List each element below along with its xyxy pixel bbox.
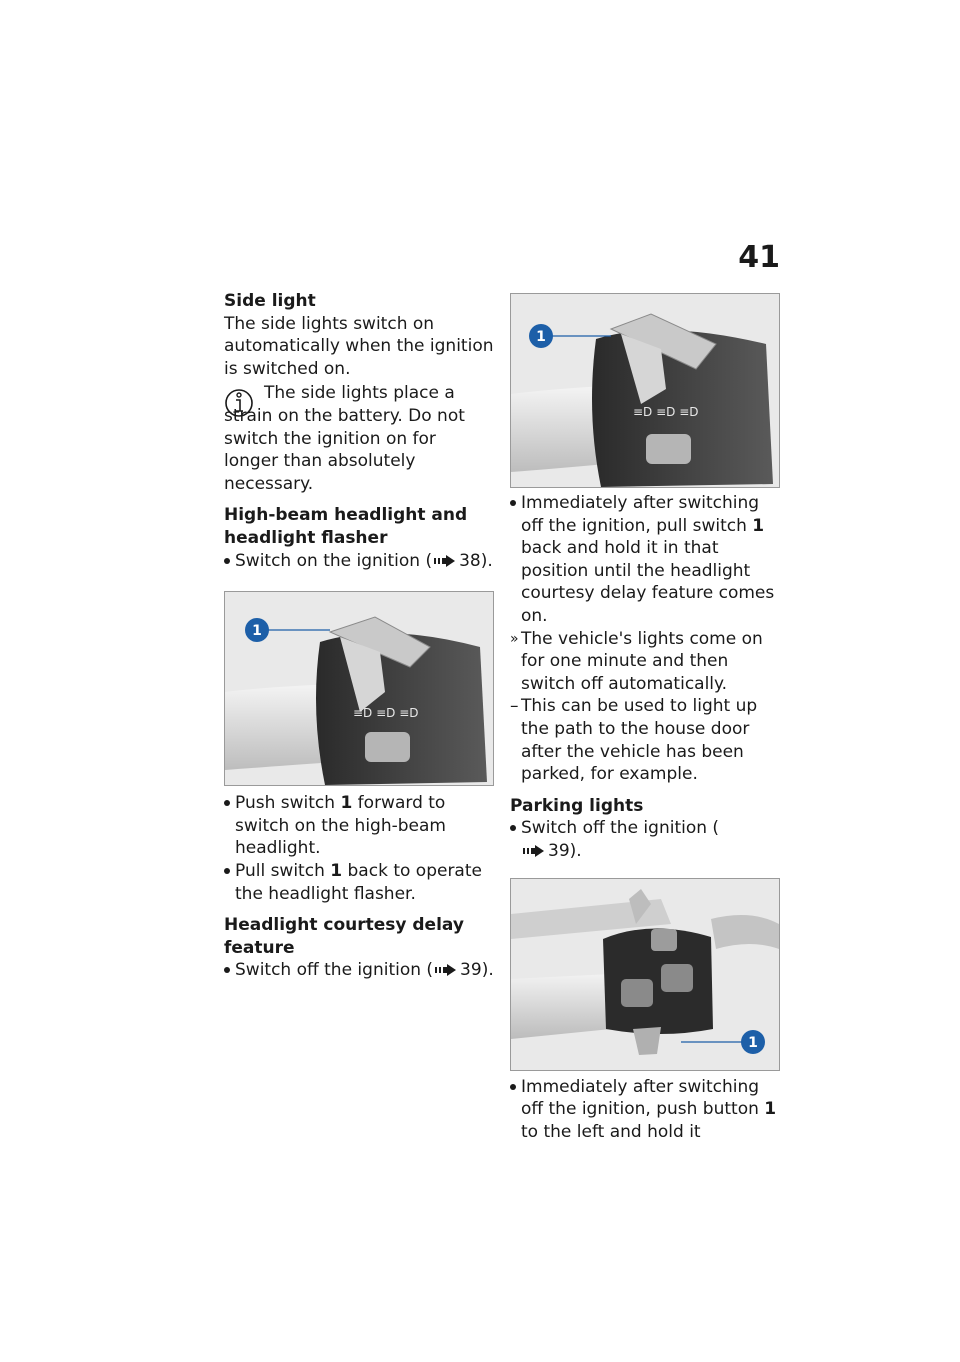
page-ref-arrow-icon [523,844,545,858]
figure-callout-1: 1 [748,1034,758,1051]
right-switch-illustration [511,879,779,1070]
left-column [224,290,494,982]
figure-callout-1: 1 [536,329,546,345]
dash-marker: – [510,696,519,717]
side-light-heading: Side light [224,291,316,311]
figure-right-handlebar-switch [510,878,780,1071]
step-switch-on-ignition: Switch on the ignition ( 38). [235,550,493,571]
parking-heading: Parking lights [510,795,644,816]
high-beam-heading: High-beam headlight and headlight flasher [224,505,468,548]
step-push-switch: Push switch 1 forward to switch on the high-beam headlight. [235,793,446,859]
page-ref[interactable]: 39 [460,960,482,981]
step-pull-switch-courtesy: Immediately after switching off the ignition, pull switch 1 back and hold it in that position until the headlight courtesy delay feature comes on. [521,493,775,626]
page-ref[interactable]: 39 [548,840,570,861]
figure-callout-1: 1 [252,623,262,640]
page-ref-arrow-icon [434,554,456,568]
side-light-text: The side lights switch on automatically when the ignition is switched on. [224,313,494,379]
step-switch-off-ignition-parking: Switch off the ignition ( 39). [521,818,720,861]
step-pull-switch: Pull switch 1 back to operate the headlight flasher. [235,860,482,904]
handlebar-switch-illustration [511,294,779,487]
figure-handlebar-switch [224,591,494,786]
page-number: 41 [738,240,780,275]
courtesy-heading: Headlight courtesy delay feature [224,915,464,958]
svg-text:≡D ≡D ≡D: ≡D ≡D ≡D [353,706,419,721]
right-column [510,293,780,1143]
step-push-button: Immediately after switching off the ignition, push button 1 to the left and hold it [521,1076,777,1142]
svg-text:≡D ≡D ≡D: ≡D ≡D ≡D [633,405,699,419]
info-icon [224,386,254,420]
page-ref[interactable]: 38 [459,550,481,571]
info-note [224,382,494,495]
figure-handlebar-switch-courtesy [510,293,780,488]
handlebar-switch-illustration [225,592,493,785]
info-dash-item: – This can be used to light up the path to the house door after the vehicle has been parked, for example. [510,696,758,785]
step-switch-off-ignition: Switch off the ignition ( 39). [235,960,494,981]
result-marker: » [510,630,519,647]
info-note-text: The side lights place a strain on the battery. Do not switch the ignition on for longer than absolutely necessary. [224,383,465,494]
page-ref-arrow-icon [435,963,457,977]
result-lights-on: » The vehicle's lights come on for one minute and then switch off automatically. [510,628,763,694]
